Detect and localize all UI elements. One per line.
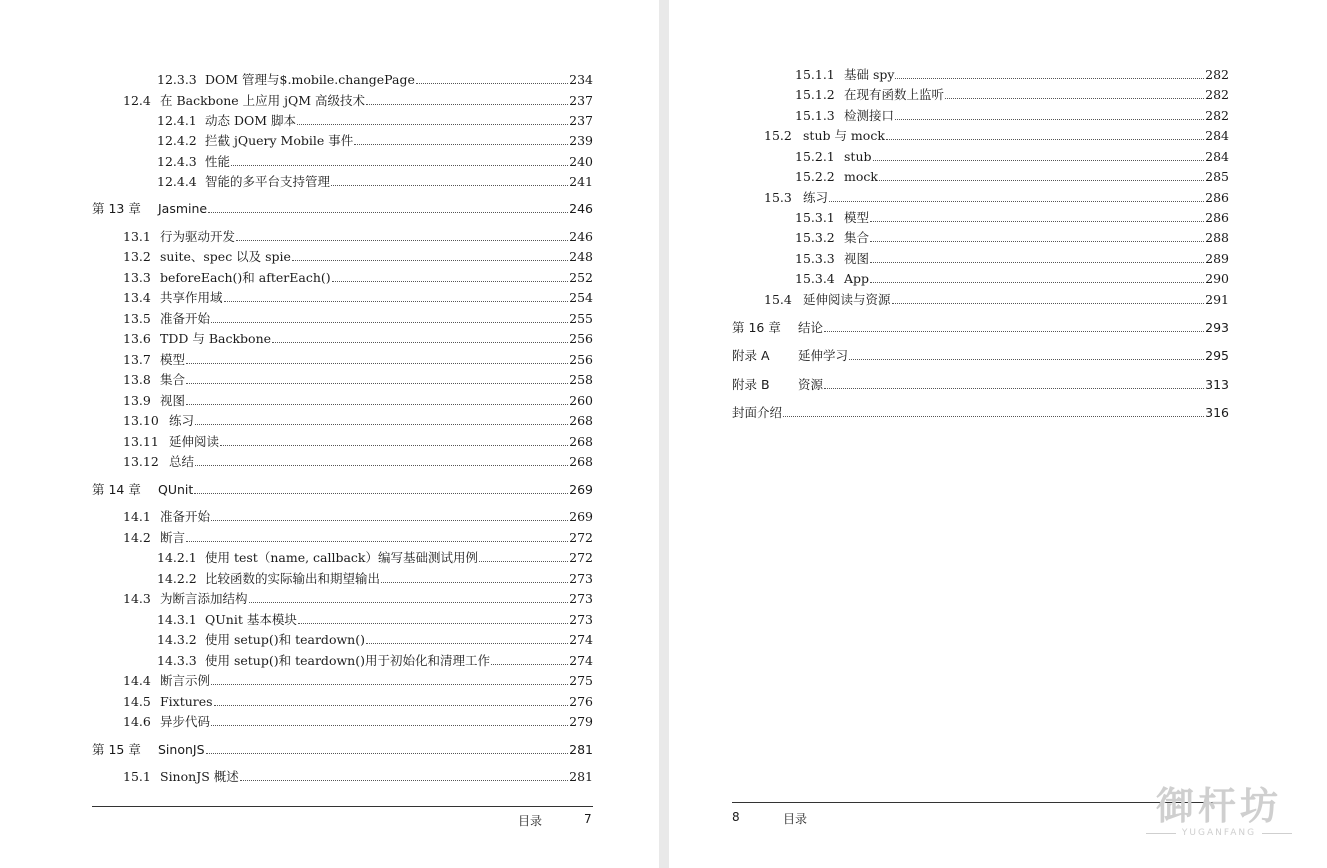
toc-entry	[732, 62, 1229, 82]
toc-entry-number: 15.1.2	[795, 87, 835, 102]
toc-entry	[732, 266, 1229, 286]
dot-leader	[870, 241, 1204, 242]
toc-entry-number: 14.6	[123, 714, 151, 729]
toc-entry	[92, 408, 593, 428]
toc-entry-page: 274	[569, 653, 593, 668]
toc-entry	[92, 477, 593, 497]
toc-entry-number: 14.5	[123, 694, 151, 709]
toc-entry	[92, 196, 593, 216]
toc-entry	[92, 709, 593, 729]
toc-entry-title: QUnit 基本模块	[205, 612, 297, 627]
dot-leader	[354, 144, 568, 145]
toc-entry	[92, 449, 593, 469]
toc-entry-number: 13.9	[123, 393, 151, 408]
toc-entry	[732, 372, 1229, 392]
toc-entry-number: 15.2.2	[795, 169, 835, 184]
toc-entry-page: 260	[569, 393, 593, 408]
dot-leader	[186, 383, 568, 384]
toc-entry-title: 视图	[160, 393, 186, 408]
toc-entry-title: 共享作用域	[160, 290, 223, 305]
dot-leader	[297, 124, 568, 125]
toc-entry-number: 15.4	[764, 292, 792, 307]
toc-entry-title: 集合	[844, 230, 870, 245]
toc-entry-title: stub	[844, 149, 872, 164]
toc-entry-page: 268	[569, 454, 593, 469]
toc-entry	[732, 82, 1229, 102]
toc-entry-number: 12.4	[123, 93, 151, 108]
toc-entry-number: 13.3	[123, 270, 151, 285]
watermark-logo	[1139, 784, 1299, 838]
toc-entry-number: 14.3.1	[157, 612, 197, 627]
toc-entry-title: 准备开始	[160, 311, 211, 326]
toc-entry	[92, 67, 593, 87]
toc-entry	[92, 306, 593, 326]
dot-leader	[366, 643, 568, 644]
toc-entry-number: 13.10	[123, 413, 159, 428]
toc-entry	[92, 326, 593, 346]
toc-entry	[732, 343, 1229, 363]
dot-leader	[895, 119, 1204, 120]
toc-entry-number: 第 15 章	[92, 742, 141, 757]
toc-entry-number: 15.2	[764, 128, 792, 143]
toc-entry-page: 237	[569, 113, 593, 128]
toc-entry-number: 14.2.2	[157, 571, 197, 586]
toc-entry-title: 断言	[160, 530, 186, 545]
toc-entry-page: 274	[569, 632, 593, 647]
toc-entry-page: 272	[569, 550, 593, 565]
toc-entry	[732, 400, 1229, 420]
toc-entry-number: 附录 A	[732, 348, 770, 363]
toc-entry-title: 行为驱动开发	[160, 229, 236, 244]
toc-entry-title: 为断言添加结构	[160, 591, 248, 606]
dot-leader	[479, 561, 568, 562]
toc-entry-page: 281	[569, 742, 593, 757]
dot-leader	[186, 363, 568, 364]
toc-entry-title: QUnit	[158, 482, 194, 497]
toc-entry-title: 集合	[160, 372, 186, 387]
toc-entry-page: 281	[569, 769, 593, 784]
toc-entry-page: 316	[1205, 405, 1229, 420]
dot-leader	[194, 493, 568, 494]
toc-entry-page: 279	[569, 714, 593, 729]
toc-entry	[732, 123, 1229, 143]
toc-entry-page: 284	[1205, 149, 1229, 164]
toc-entry-page: 295	[1205, 348, 1229, 363]
toc-entry	[92, 285, 593, 305]
toc-entry-number: 13.6	[123, 331, 151, 346]
toc-entry	[732, 144, 1229, 164]
dot-leader	[829, 201, 1204, 202]
toc-entry-title: 练习	[169, 413, 195, 428]
dot-leader	[298, 623, 568, 624]
toc-entry	[92, 689, 593, 709]
dot-leader	[240, 780, 568, 781]
dot-leader	[249, 602, 569, 603]
toc-entry-title: TDD 与 Backbone	[160, 331, 272, 346]
toc-entry	[92, 668, 593, 688]
dot-leader	[849, 359, 1204, 360]
toc-entry-title: 准备开始	[160, 509, 211, 524]
toc-entry-title: 基础 spy	[844, 67, 895, 82]
dot-leader	[886, 139, 1204, 140]
toc-entry	[732, 185, 1229, 205]
toc-entry-number: 13.11	[123, 434, 159, 449]
toc-entry-title: Fixtures	[160, 694, 213, 709]
dot-leader	[491, 664, 568, 665]
dot-leader	[824, 331, 1204, 332]
toc-entry-title: 总结	[169, 454, 195, 469]
toc-entry-title: 延伸阅读	[169, 434, 220, 449]
toc-entry-page: 313	[1205, 377, 1229, 392]
toc-entry-page: 282	[1205, 108, 1229, 123]
toc-entry-number: 15.1.3	[795, 108, 835, 123]
toc-entry-number: 13.7	[123, 352, 151, 367]
toc-entry-title: 使用 setup()和 teardown()	[205, 632, 365, 647]
right-page	[669, 0, 1327, 868]
toc-entry	[732, 225, 1229, 245]
toc-entry-page: 285	[1205, 169, 1229, 184]
toc-entry-title: 封面介绍	[732, 405, 783, 420]
dot-leader	[331, 185, 568, 186]
toc-entry-page: 273	[569, 591, 593, 606]
toc-entry-page: 256	[569, 352, 593, 367]
dot-leader	[231, 165, 568, 166]
toc-entry	[92, 525, 593, 545]
toc-entry	[92, 648, 593, 668]
dot-leader	[211, 684, 568, 685]
toc-entry	[92, 265, 593, 285]
toc-entry-page: 282	[1205, 67, 1229, 82]
toc-entry-title: 比较函数的实际输出和期望输出	[205, 571, 381, 586]
toc-entry-number: 15.3.3	[795, 251, 835, 266]
toc-entry-number: 13.8	[123, 372, 151, 387]
toc-entry	[92, 545, 593, 565]
toc-entry-title: SinonJS	[158, 742, 205, 757]
toc-entry	[92, 108, 593, 128]
toc-entry-number: 14.2.1	[157, 550, 197, 565]
toc-entry-title: 延伸阅读与资源	[803, 292, 891, 307]
dot-leader	[224, 301, 569, 302]
toc-entry	[732, 246, 1229, 266]
dot-leader	[895, 78, 1204, 79]
dot-leader	[870, 282, 1204, 283]
toc-entry-title: 使用 setup()和 teardown()用于初始化和清理工作	[205, 653, 490, 668]
dot-leader	[892, 303, 1205, 304]
toc-entry-number: 12.4.2	[157, 133, 197, 148]
toc-entry-number: 12.4.3	[157, 154, 197, 169]
dot-leader	[870, 221, 1204, 222]
toc-entry-title: 动态 DOM 脚本	[205, 113, 297, 128]
toc-entry-page: 246	[569, 229, 593, 244]
toc-entry-page: 273	[569, 571, 593, 586]
dot-leader	[211, 520, 568, 521]
toc-entry	[92, 586, 593, 606]
watermark-subtext: YUGANFANG	[1139, 828, 1299, 838]
toc-entry-page: 275	[569, 673, 593, 688]
dot-leader	[208, 212, 568, 213]
watermark-text: 御杆坊	[1155, 783, 1282, 828]
toc-entry-number: 第 13 章	[92, 201, 141, 216]
dot-leader	[824, 388, 1204, 389]
toc-entry-page: 254	[569, 290, 593, 305]
toc-entry-page: 234	[569, 72, 593, 87]
toc-entry	[92, 224, 593, 244]
dot-leader	[206, 753, 569, 754]
toc-entry-page: 246	[569, 201, 593, 216]
toc-entry	[92, 128, 593, 148]
dot-leader	[214, 705, 569, 706]
toc-entry	[732, 103, 1229, 123]
toc-entry-page: 268	[569, 413, 593, 428]
toc-entry-number: 第 14 章	[92, 482, 141, 497]
toc-entry-number: 13.5	[123, 311, 151, 326]
toc-entry	[92, 737, 593, 757]
toc-entry-number: 13.2	[123, 249, 151, 264]
toc-entry	[92, 504, 593, 524]
toc-entry-page: 290	[1205, 271, 1229, 286]
toc-entry-title: 性能	[205, 154, 231, 169]
toc-entry-number: 14.3.3	[157, 653, 197, 668]
toc-entry	[732, 287, 1229, 307]
toc-entry-page: 273	[569, 612, 593, 627]
toc-entry-number: 15.3	[764, 190, 792, 205]
toc-entry-number: 15.3.2	[795, 230, 835, 245]
dot-leader	[870, 262, 1204, 263]
toc-entry-page: 237	[569, 93, 593, 108]
toc-entry-page: 291	[1205, 292, 1229, 307]
page-number: 7	[584, 812, 592, 826]
dot-leader	[211, 725, 568, 726]
toc-entry-page: 269	[569, 482, 593, 497]
toc-entry-title: Jasmine	[158, 201, 208, 216]
dot-leader	[879, 180, 1204, 181]
dot-leader	[186, 541, 568, 542]
toc-entry-page: 240	[569, 154, 593, 169]
toc-entry-title: suite、spec 以及 spie	[160, 249, 291, 264]
toc-entry-page: 272	[569, 530, 593, 545]
dot-leader	[236, 240, 568, 241]
dot-leader	[272, 342, 568, 343]
toc-entry-title: App	[844, 271, 870, 286]
dot-leader	[416, 83, 568, 84]
toc-entry-number: 12.4.1	[157, 113, 197, 128]
toc-entry-page: 288	[1205, 230, 1229, 245]
toc-entry-number: 14.2	[123, 530, 151, 545]
toc-entry	[92, 88, 593, 108]
dot-leader	[366, 104, 568, 105]
toc-entry	[92, 367, 593, 387]
toc-entry-title: 练习	[803, 190, 829, 205]
toc-entry	[732, 164, 1229, 184]
footer-rule	[92, 806, 593, 807]
toc-entry	[92, 388, 593, 408]
toc-entry-number: 15.3.1	[795, 210, 835, 225]
toc-entry-number: 13.1	[123, 229, 151, 244]
toc-entry-number: 12.4.4	[157, 174, 197, 189]
toc-entry-page: 268	[569, 434, 593, 449]
toc-entry-page: 284	[1205, 128, 1229, 143]
toc-entry-title: 智能的多平台支持管理	[205, 174, 331, 189]
dot-leader	[332, 281, 569, 282]
toc-entry-number: 12.3.3	[157, 72, 197, 87]
dot-leader	[195, 465, 568, 466]
toc-entry	[92, 764, 593, 784]
toc-entry-page: 241	[569, 174, 593, 189]
toc-entry-page: 255	[569, 311, 593, 326]
toc-entry	[92, 607, 593, 627]
toc-entry-title: mock	[844, 169, 878, 184]
toc-entry-page: 282	[1205, 87, 1229, 102]
toc-entry-title: SinonJS 概述	[160, 769, 239, 784]
dot-leader	[220, 445, 568, 446]
dot-leader	[211, 322, 568, 323]
toc-entry-title: 使用 test（name, callback）编写基础测试用例	[205, 550, 479, 565]
toc-entry-title: 结论	[798, 320, 824, 335]
toc-entry-page: 269	[569, 509, 593, 524]
toc-entry-number: 14.3	[123, 591, 151, 606]
toc-entry	[92, 627, 593, 647]
toc-entry-number: 第 16 章	[732, 320, 781, 335]
dot-leader	[783, 416, 1204, 417]
toc-entry	[732, 315, 1229, 335]
dot-leader	[195, 424, 568, 425]
toc-entry-page: 286	[1205, 190, 1229, 205]
page-number: 8	[732, 810, 740, 824]
toc-entry-title: 模型	[160, 352, 186, 367]
toc-entry-title: stub 与 mock	[803, 128, 885, 143]
toc-entry	[732, 205, 1229, 225]
toc-entry-page: 276	[569, 694, 593, 709]
toc-entry-number: 15.1	[123, 769, 151, 784]
toc-entry-number: 14.1	[123, 509, 151, 524]
toc-entry-number: 14.4	[123, 673, 151, 688]
toc-entry-title: 资源	[798, 377, 824, 392]
toc-entry-title: 异步代码	[160, 714, 211, 729]
toc-entry-page: 293	[1205, 320, 1229, 335]
toc-entry	[92, 347, 593, 367]
toc-entry-page: 289	[1205, 251, 1229, 266]
left-page	[0, 0, 659, 868]
toc-entry-title: 延伸学习	[798, 348, 849, 363]
toc-entry-number: 14.3.2	[157, 632, 197, 647]
toc-entry	[92, 169, 593, 189]
dot-leader	[186, 404, 568, 405]
toc-entry-title: 视图	[844, 251, 870, 266]
toc-entry-number: 附录 B	[732, 377, 770, 392]
toc-entry-title: 在 Backbone 上应用 jQM 高级技术	[160, 93, 366, 108]
toc-entry-page: 248	[569, 249, 593, 264]
toc-entry-title: beforeEach()和 afterEach()	[160, 270, 331, 285]
toc-entry-title: 断言示例	[160, 673, 211, 688]
dot-leader	[292, 260, 568, 261]
toc-entry-number: 15.3.4	[795, 271, 835, 286]
dot-leader	[381, 582, 568, 583]
dot-leader	[945, 98, 1204, 99]
toc-entry	[92, 429, 593, 449]
toc-entry	[92, 566, 593, 586]
toc-entry-number: 13.12	[123, 454, 159, 469]
toc-entry	[92, 244, 593, 264]
toc-entry-page: 256	[569, 331, 593, 346]
toc-entry	[92, 149, 593, 169]
toc-entry-title: 在现有函数上监听	[844, 87, 945, 102]
toc-entry-page: 252	[569, 270, 593, 285]
toc-entry-page: 239	[569, 133, 593, 148]
footer-label: 目录	[518, 814, 543, 828]
toc-entry-page: 286	[1205, 210, 1229, 225]
toc-entry-page: 258	[569, 372, 593, 387]
toc-entry-title: 拦截 jQuery Mobile 事件	[205, 133, 354, 148]
toc-entry-number: 15.1.1	[795, 67, 835, 82]
toc-entry-title: 检测接口	[844, 108, 895, 123]
dot-leader	[873, 160, 1205, 161]
toc-entry-number: 15.2.1	[795, 149, 835, 164]
toc-entry-title: DOM 管理与$.mobile.changePage	[205, 72, 415, 87]
toc-entry-number: 13.4	[123, 290, 151, 305]
toc-entry-title: 模型	[844, 210, 870, 225]
footer-label: 目录	[783, 812, 808, 826]
